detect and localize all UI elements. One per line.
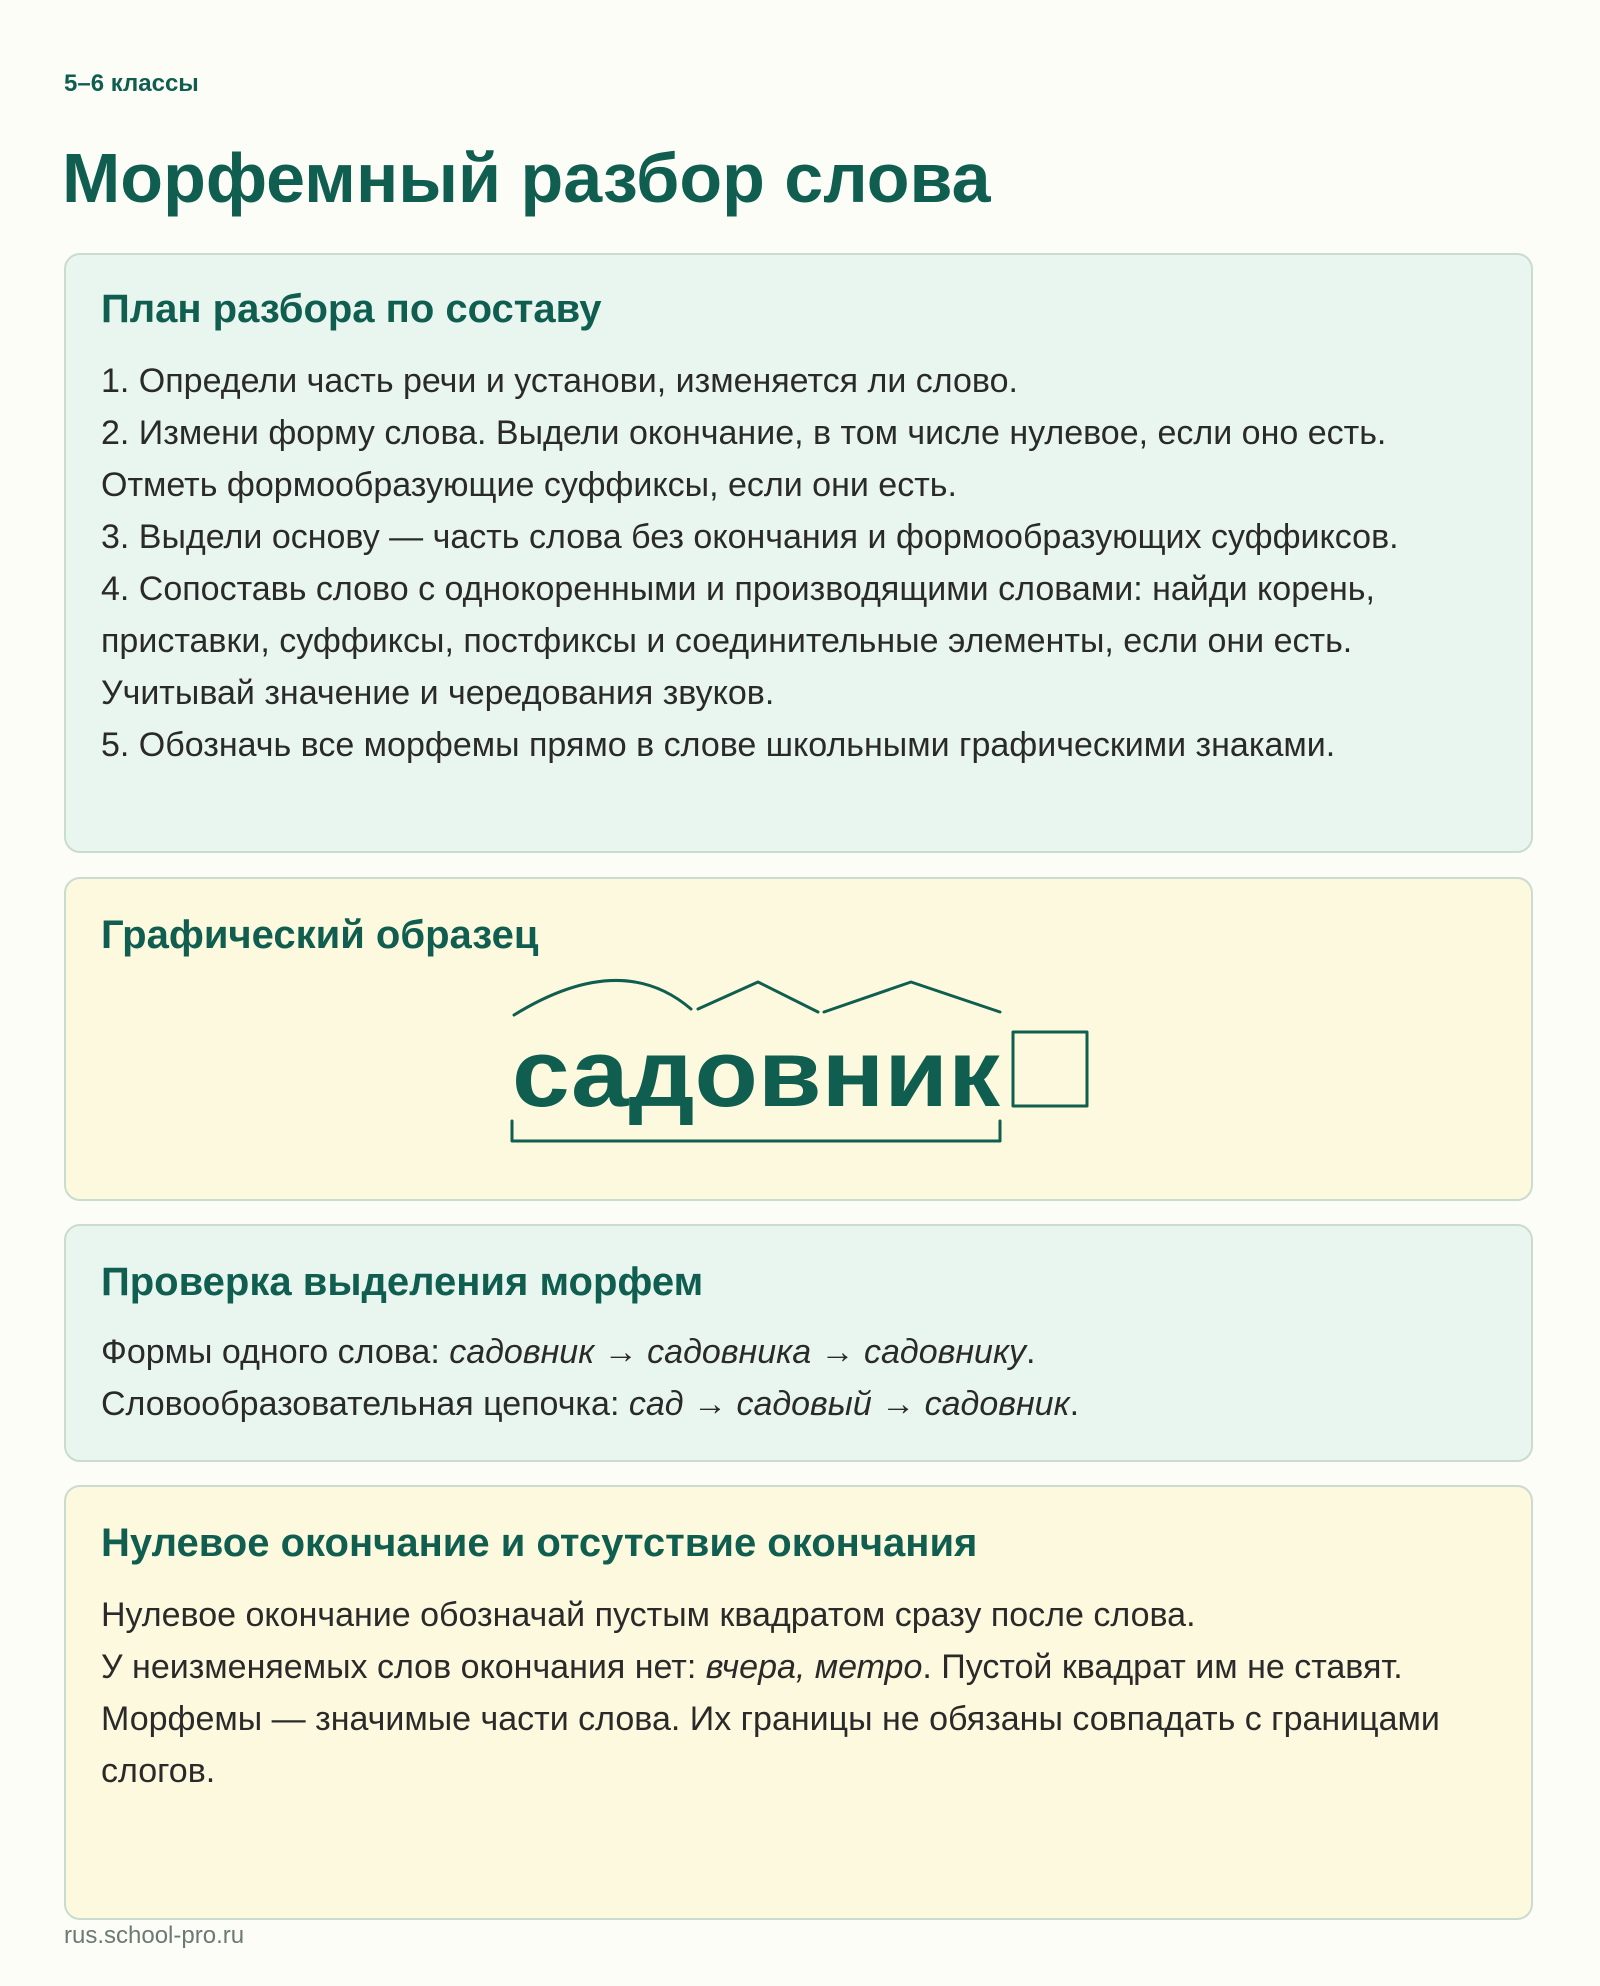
zero-ending-card [64,1485,1533,1920]
sample-word: садовник [512,1020,1002,1127]
zero-line: У неизменяемых слов окончания нет: вчера, метро. Пустой квадрат им не ставят. [101,1648,1403,1686]
plan-card [64,253,1533,853]
unchangeable-examples: вчера, метро [705,1648,923,1686]
plan-step: 4. Сопоставь слово с однокоренными и производящими словами: найди корень, приставки, суффиксы, постфиксы и соединительные элементы, если они есть. Учитывай значение и чередования звуков. [101,570,1375,712]
zero-heading: Нулевое окончание и отсутствие окончания [101,1521,978,1565]
plan-steps [101,355,1501,771]
zero-body [101,1589,1501,1797]
plan-step: 1. Определи часть речи и установи, изменяется ли слово. [101,362,1018,400]
plan-heading: План разбора по составу [101,287,602,331]
root-arc-mark [514,980,691,1015]
check-heading: Проверка выделения морфем [101,1260,704,1304]
grade-label: 5–6 классы [64,70,199,97]
forms-line: Формы одного слова: садовник → садовника → садовнику. [101,1333,1036,1371]
footer-site: rus.school-pro.ru [64,1922,245,1949]
sample-card [64,877,1533,1201]
suffix-mark [698,982,818,1012]
plan-step: 2. Измени форму слова. Выдели окончание, в том числе нулевое, если оно есть. Отметь формообразующие суффиксы, если они есть. [101,414,1387,504]
zero-line: Нулевое окончание обозначай пустым квадратом сразу после слова. [101,1596,1196,1634]
zero-ending-square [1013,1032,1087,1106]
plan-step: 3. Выдели основу — часть слова без окончания и формообразующих суффиксов. [101,518,1399,556]
page-title: Морфемный разбор слова [62,139,991,217]
chain-line: Словообразовательная цепочка: сад → садовый → садовник. [101,1385,1080,1423]
check-card [64,1224,1533,1462]
plan-step: 5. Обозначь все морфемы прямо в слове школьными графическими знаками. [101,726,1336,764]
suffix-mark [824,982,1000,1012]
morpheme-diagram [66,879,1535,1203]
zero-line: Морфемы — значимые части слова. Их границы не обязаны совпадать с границами слогов. [101,1700,1440,1790]
sample-heading: Графический образец [101,913,539,957]
forms-chain: садовник → садовника → садовнику [449,1333,1027,1371]
check-body [101,1326,1501,1430]
derivation-chain: сад → садовый → садовник [628,1385,1070,1423]
